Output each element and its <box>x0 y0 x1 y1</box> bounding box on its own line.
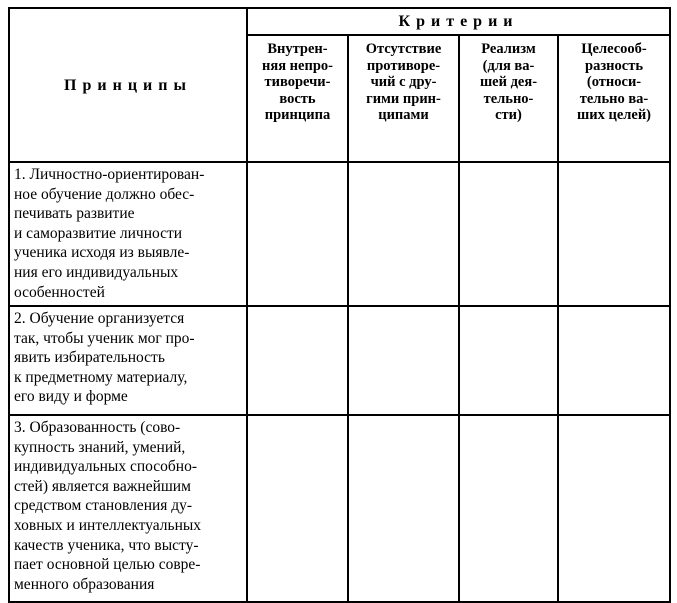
table-row <box>9 306 670 415</box>
rating-cell[interactable] <box>459 306 558 415</box>
principle-2: 2. Обучение организуется так, чтобы ученик мог про- явить избирательность к предметному материалу, его виду и форме <box>9 306 247 415</box>
header-row-1 <box>9 8 670 35</box>
principle-1: 1. Личностно-ориентирован- ное обучение должно обес- печивать развитие и саморазвитие личности ученика исходя из выявле- ния его индивидуальных особенностей <box>9 162 247 306</box>
criterion-internal-consistency: Внутрен- няя непро- тиворечи- вость принципа <box>247 35 348 162</box>
rating-cell[interactable] <box>459 415 558 602</box>
table-row <box>9 415 670 602</box>
document-page <box>8 7 671 603</box>
principles-header: Принципы <box>9 8 247 162</box>
criterion-realism: Реализм (для ва- шей дея- тельно- сти) <box>459 35 558 162</box>
rating-cell[interactable] <box>558 415 670 602</box>
principle-3: 3. Образованность (сово- купность знаний, умений, индивидуальных способно- стей) является важнейшим средством становления ду- ховных и интеллектуальных качеств ученика, что высту- пает основной целью совре- менного образования <box>9 415 247 602</box>
table-row <box>9 162 670 306</box>
criteria-table <box>8 7 671 603</box>
rating-cell[interactable] <box>558 162 670 306</box>
rating-cell[interactable] <box>459 162 558 306</box>
rating-cell[interactable] <box>348 415 459 602</box>
criterion-expediency: Целесооб- разность (относи- тельно ва- ших целей) <box>558 35 670 162</box>
rating-cell[interactable] <box>247 306 348 415</box>
rating-cell[interactable] <box>247 162 348 306</box>
rating-cell[interactable] <box>348 162 459 306</box>
rating-cell[interactable] <box>348 306 459 415</box>
rating-cell[interactable] <box>558 306 670 415</box>
criterion-no-contradictions: Отсутствие противоре- чий с дру- гими прин- ципами <box>348 35 459 162</box>
criteria-header: Критерии <box>247 8 670 35</box>
rating-cell[interactable] <box>247 415 348 602</box>
